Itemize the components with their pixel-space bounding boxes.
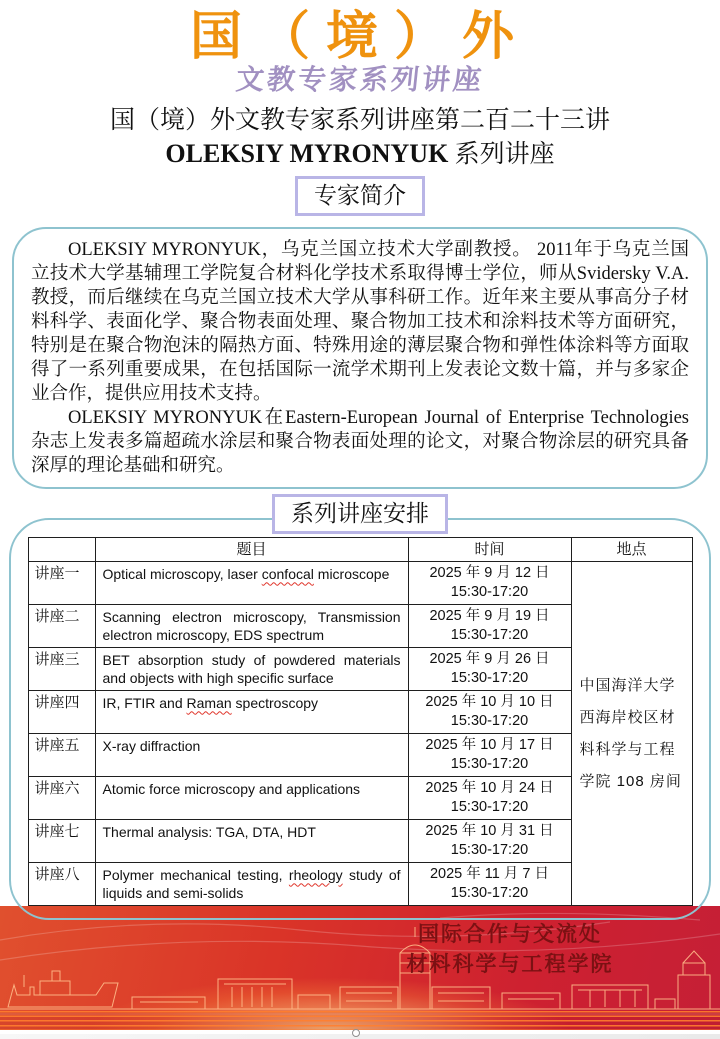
lecture-topic: IR, FTIR and Raman spectroscopy bbox=[95, 691, 408, 734]
intro-paragraph-2: OLEKSIY MYRONYUK在Eastern-European Journal of Enterprise Technologies杂志上发表多篇超疏水涂层和聚合物表面处理的论文，对聚合物涂层的研究具备深厚的理论基础和研究。 bbox=[31, 408, 689, 477]
table-row bbox=[28, 562, 692, 605]
lecture-time: 2025 年 10 月 17 日 15:30-17:20 bbox=[408, 734, 571, 777]
banner-stripes bbox=[0, 1011, 720, 1030]
organizer-text bbox=[372, 919, 648, 979]
lecture-time: 2025 年 11 月 7 日 15:30-17:20 bbox=[408, 863, 571, 906]
spellcheck-word: rheology bbox=[288, 867, 343, 884]
lecture-label: 讲座一 bbox=[28, 562, 95, 605]
resize-handle[interactable] bbox=[352, 1029, 360, 1037]
lecture-time: 2025 年 9 月 19 日 15:30-17:20 bbox=[408, 605, 571, 648]
lecture-label: 讲座二 bbox=[28, 605, 95, 648]
table-header-row bbox=[28, 538, 692, 562]
title-block bbox=[0, 105, 720, 171]
lecture-topic: Polymer mechanical testing, rheology study of liquids and semi-solids bbox=[95, 863, 408, 906]
location-cell: 中国海洋大学西海岸校区材料科学与工程学院 108 房间 bbox=[571, 562, 692, 906]
lecture-topic: Optical microscopy, laser confocal microscope bbox=[95, 562, 408, 605]
lecture-time: 2025 年 10 月 31 日 15:30-17:20 bbox=[408, 820, 571, 863]
lecture-topic: X-ray diffraction bbox=[95, 734, 408, 777]
logo-main-text: 国（境）外 bbox=[189, 8, 530, 66]
series-logo bbox=[0, 0, 720, 95]
bottom-strip bbox=[0, 1034, 720, 1039]
expert-name: OLEKSIY MYRONYUK bbox=[165, 139, 449, 169]
footer-banner bbox=[0, 906, 720, 1030]
lecture-label: 讲座七 bbox=[28, 820, 95, 863]
header-time: 时间 bbox=[408, 538, 571, 562]
organizer-line-1: 国际合作与交流处 bbox=[418, 922, 602, 946]
organizer-line-2: 材料科学与工程学院 bbox=[406, 952, 614, 976]
ship-illustration bbox=[8, 971, 118, 1007]
lecture-topic: Atomic force microscopy and applications bbox=[95, 777, 408, 820]
expert-intro-box bbox=[12, 227, 708, 489]
lecture-time: 2025 年 10 月 24 日 15:30-17:20 bbox=[408, 777, 571, 820]
spellcheck-word: confocal bbox=[261, 566, 314, 583]
schedule-section bbox=[9, 494, 711, 920]
expert-name-title bbox=[0, 137, 720, 171]
lecture-label: 讲座三 bbox=[28, 648, 95, 691]
lecture-time: 2025 年 10 月 10 日 15:30-17:20 bbox=[408, 691, 571, 734]
lecture-time: 2025 年 9 月 26 日 15:30-17:20 bbox=[408, 648, 571, 691]
header-topic: 题目 bbox=[95, 538, 408, 562]
lecture-topic: BET absorption study of powdered materials and objects with high specific surface bbox=[95, 648, 408, 691]
lecture-label: 讲座六 bbox=[28, 777, 95, 820]
intro-paragraph-1: OLEKSIY MYRONYUK，乌克兰国立技术大学副教授。 2011年于乌克兰国立技术大学基辅理工学院复合材料化学技术系取得博士学位，师从Svidersky V.A.教授，而后继续在乌克兰国立技术大学从事科研工作。近年来主要从事高分子材料科学、表面化学、聚合物表面处理、聚合物加工技术和涂料技术等方面研究，特别是在聚合物泡沫的隔热方面、特殊用途的薄层聚合物和弹性体涂料等方面取得了一系列重要成果，在包括国际一流学术期刊上发表论文数十篇，并与多家企业合作，提供应用技术支持。 bbox=[31, 240, 689, 405]
lecture-label: 讲座四 bbox=[28, 691, 95, 734]
schedule-box bbox=[9, 518, 711, 920]
lecture-label: 讲座五 bbox=[28, 734, 95, 777]
schedule-table bbox=[28, 537, 693, 906]
lecture-topic: Scanning electron microscopy, Transmission electron microscopy, EDS spectrum bbox=[95, 605, 408, 648]
schedule-label: 系列讲座安排 bbox=[272, 494, 448, 534]
title-suffix: 系列讲座 bbox=[448, 141, 555, 169]
header-location: 地点 bbox=[571, 538, 692, 562]
lecture-time: 2025 年 9 月 12 日 15:30-17:20 bbox=[408, 562, 571, 605]
lecture-series-title: 国（境）外文教专家系列讲座第二百二十三讲 bbox=[109, 107, 610, 135]
lecture-topic: Thermal analysis: TGA, DTA, HDT bbox=[95, 820, 408, 863]
header-empty bbox=[28, 538, 95, 562]
logo-sub-text: 文教专家系列讲座 bbox=[234, 63, 486, 95]
expert-intro-label: 专家简介 bbox=[295, 176, 425, 216]
spellcheck-word: Raman bbox=[186, 695, 232, 712]
lecture-label: 讲座八 bbox=[28, 863, 95, 906]
